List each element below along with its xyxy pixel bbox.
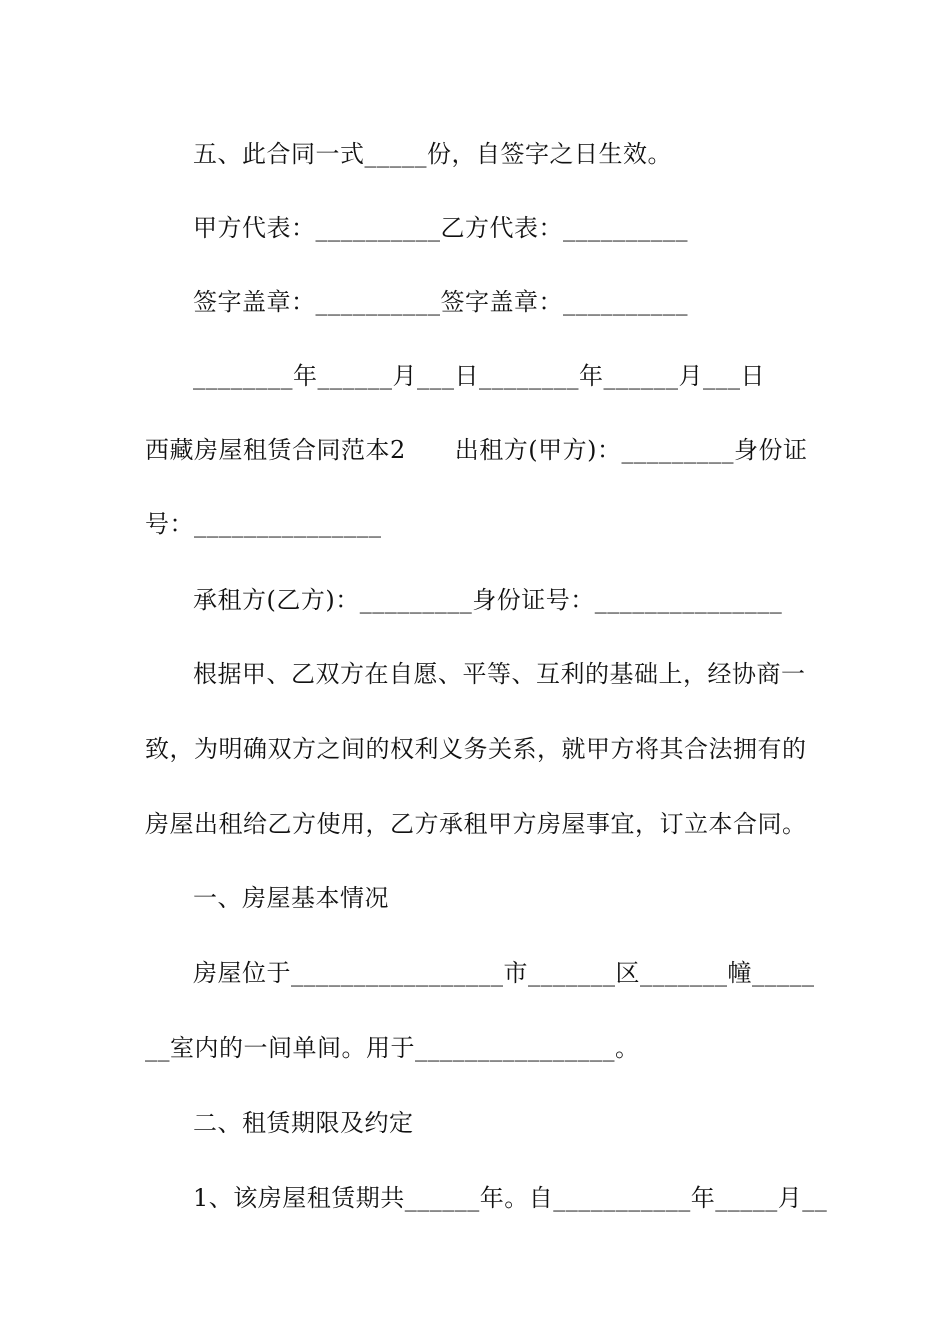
- representatives-line: 甲方代表：__________乙方代表：__________: [193, 214, 688, 242]
- signature-seal-line: 签字盖章：__________签字盖章：__________: [193, 288, 688, 316]
- preamble-line-3: 房屋出租给乙方使用，乙方承租甲方房屋事宜，订立本合同。: [145, 810, 807, 838]
- house-location-line-2: __室内的一间单间。用于________________。: [145, 1034, 640, 1062]
- lessor-id-line: 号：_______________: [145, 510, 382, 538]
- section-two-heading: 二、租赁期限及约定: [193, 1109, 414, 1137]
- lease-term-line: 1、该房屋租赁期共______年。自___________年_____月__: [193, 1184, 828, 1212]
- contract-title-lessor-line: 西藏房屋租赁合同范本2 出租方(甲方)：_________身份证: [145, 436, 808, 464]
- preamble-line-1: 根据甲、乙双方在自愿、平等、互利的基础上，经协商一: [193, 660, 806, 688]
- signing-date-line: ________年______月___日________年______月___日: [193, 362, 765, 390]
- preamble-line-2: 致，为明确双方之间的权利义务关系，就甲方将其合法拥有的: [145, 735, 807, 763]
- lessee-line: 承租方(乙方)：_________身份证号：_______________: [193, 586, 783, 614]
- house-location-line-1: 房屋位于_________________市_______区_______幢_____: [193, 959, 815, 987]
- clause-five-copies: 五、此合同一式_____份，自签字之日生效。: [193, 140, 672, 168]
- section-one-heading: 一、房屋基本情况: [193, 884, 389, 912]
